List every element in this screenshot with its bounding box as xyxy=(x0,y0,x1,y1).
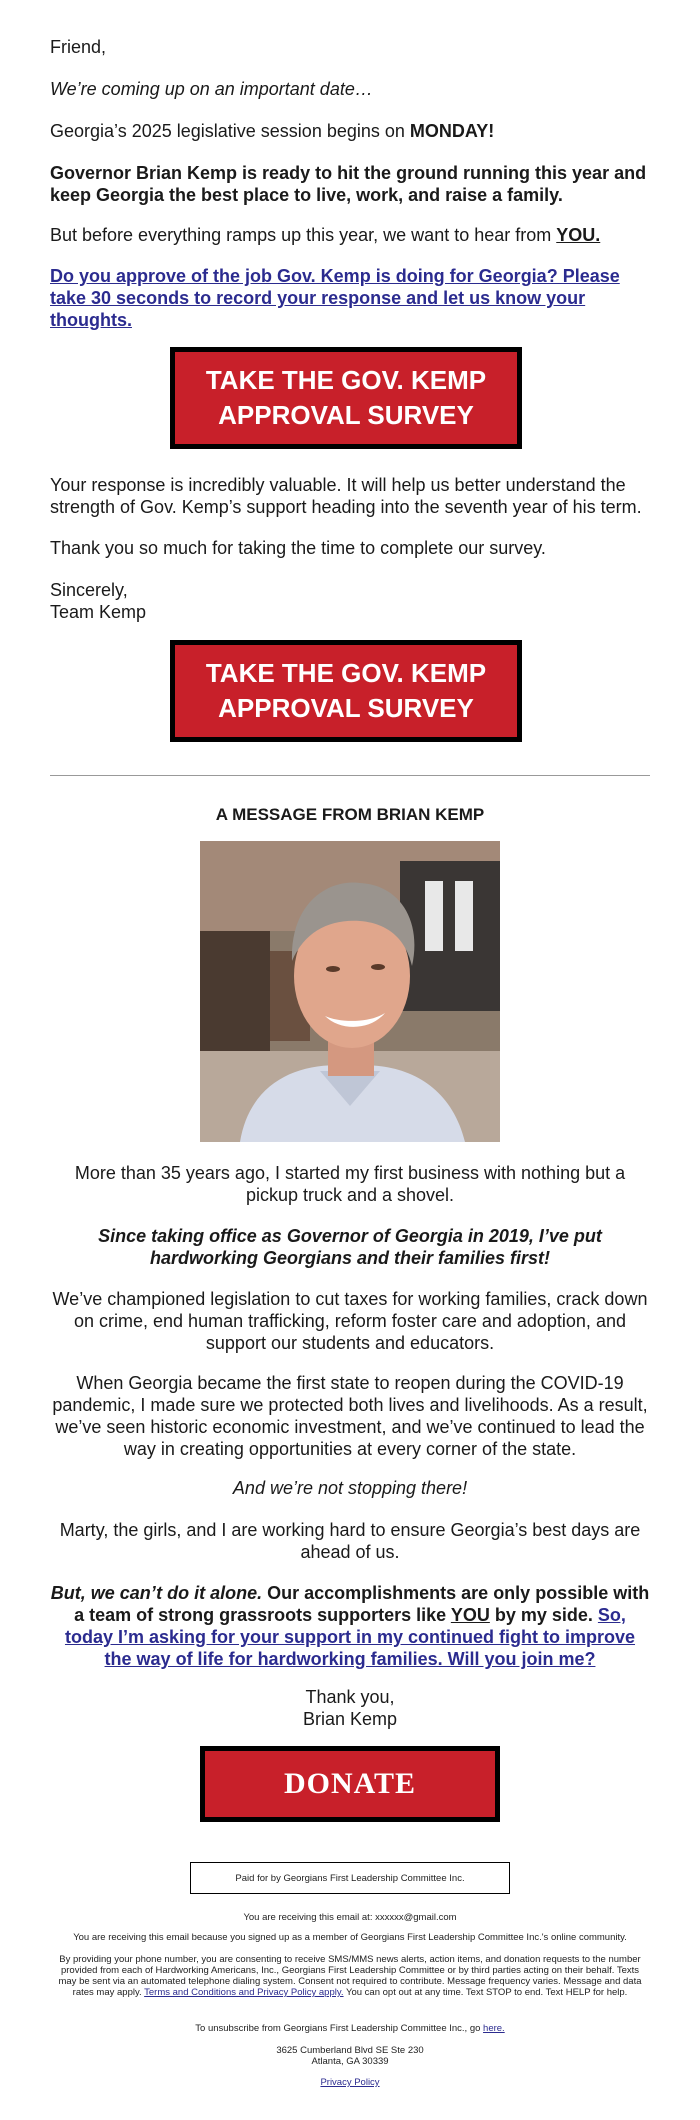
portrait-illustration xyxy=(200,841,500,1142)
paid-for-box xyxy=(190,1862,510,1894)
address-line2: Atlanta, GA 30339 xyxy=(311,2056,389,2067)
intro-line: We’re coming up on an important date… xyxy=(50,79,373,99)
sincerely: Sincerely, xyxy=(50,580,128,600)
address-line1: 3625 Cumberland Blvd SE Ste 230 xyxy=(276,2045,424,2056)
message-p7-you: YOU xyxy=(450,1605,490,1625)
session-line xyxy=(50,120,650,142)
survey-button-2[interactable] xyxy=(170,640,522,742)
survey-button-label xyxy=(206,363,486,433)
paid-for-text: Paid for by Georgians First Leadership Committee Inc. xyxy=(235,1872,465,1884)
message-p7-body: Our accomplishments are only possible with a team of strong grassroots supporters like xyxy=(74,1583,650,1625)
signed-up-notice: You are receiving this email because you signed up as a member of Georgians First Leadership Committee Inc.'s online community. xyxy=(73,1932,627,1943)
kemp-ready: Governor Brian Kemp is ready to hit the ground running this year and keep Georgia the best place to live, work, and raise a family. xyxy=(50,163,647,205)
message-p3: We’ve championed legislation to cut taxes for working families, crack down on crime, end human trafficking, reform foster care and adoption, and support our students and educators. xyxy=(52,1289,648,1353)
session-day: MONDAY! xyxy=(409,121,495,141)
message-p4: When Georgia became the first state to reopen during the COVID-19 pandemic, I made sure we protected both lives and livelihoods. As a result, we’ve seen historic economic investment, and we’ve continued to lead the way in creating opportunities at every corner of the state. xyxy=(52,1373,648,1459)
hear-you: YOU. xyxy=(556,225,601,245)
message-p1: More than 35 years ago, I started my first business with nothing but a pickup truck and a shovel. xyxy=(74,1163,626,1205)
unsubscribe xyxy=(55,2023,645,2034)
survey-button-line2: APPROVAL SURVEY xyxy=(218,400,474,430)
survey-button-2-label xyxy=(206,656,486,726)
unsubscribe-text: To unsubscribe from Georgians First Leadership Committee Inc., go xyxy=(195,2023,484,2034)
donate-button[interactable] xyxy=(200,1746,500,1822)
hear-from-you xyxy=(50,224,650,246)
message-p6: Marty, the girls, and I are working hard to ensure Georgia’s best days are ahead of us. xyxy=(59,1520,641,1562)
session-text: Georgia’s 2025 legislative session begins on xyxy=(50,121,410,141)
survey-button[interactable] xyxy=(170,347,522,449)
donate-label: DONATE xyxy=(283,1767,417,1800)
privacy-link[interactable]: Privacy Policy xyxy=(320,2077,380,2088)
message-p7-side: by my side. xyxy=(489,1605,598,1625)
hear-text: But before everything ramps up this year, we want to hear from xyxy=(50,225,557,245)
terms-link[interactable]: Terms and Conditions and Privacy Policy apply. xyxy=(144,1987,344,1998)
survey-button-2-line1: TAKE THE GOV. KEMP xyxy=(205,658,487,688)
survey-button-2-line2: APPROVAL SURVEY xyxy=(218,693,474,723)
privacy-paragraph xyxy=(55,2077,645,2088)
response-valuable: Your response is incredibly valuable. It will help us better understand the strength of Gov. Kemp’s support heading into the seventh year of his term. xyxy=(50,475,642,517)
sms-consent-text: By providing your phone number, you are consenting to receive SMS/MMS news alerts, action items, and donation requests to the number provided from each of Hardworking Americans, Inc., Georgians First Leadership Committee or by third parties acting on their behalf. Texts may be sent via an automated telephone dialing system. Consent not required to contribute. Message frequency varies. Message and data rates may apply. xyxy=(58,1954,642,1998)
greeting: Friend, xyxy=(50,37,107,57)
join-me-link[interactable]: So, today I’m asking for your support in my continued fight to improve the way of life for hardworking families. Will you join me? xyxy=(64,1605,636,1669)
survey-button-line1: TAKE THE GOV. KEMP xyxy=(205,365,487,395)
survey-paragraph xyxy=(50,265,650,331)
message-p7-lead: But, we can’t do it alone. xyxy=(50,1583,263,1603)
survey-link[interactable]: Do you approve of the job Gov. Kemp is doing for Georgia? Please take 30 seconds to record your response and let us know your thoughts. xyxy=(50,266,620,330)
brian-kemp-photo xyxy=(200,841,500,1142)
sms-consent xyxy=(55,1954,645,1998)
message-p7 xyxy=(50,1582,650,1670)
message-p2: Since taking office as Governor of Georgia in 2019, I’ve put hardworking Georgians and their families first! xyxy=(98,1226,602,1268)
unsubscribe-link[interactable]: here. xyxy=(483,2023,505,2034)
divider xyxy=(50,775,650,776)
team-signature: Team Kemp xyxy=(50,602,147,622)
message-p5: And we’re not stopping there! xyxy=(232,1478,468,1498)
message-heading: A MESSAGE FROM BRIAN KEMP xyxy=(215,805,485,824)
thank-you: Thank you, xyxy=(305,1687,395,1707)
thank-you-survey: Thank you so much for taking the time to complete our survey. xyxy=(50,538,546,558)
kemp-signature: Brian Kemp xyxy=(302,1709,398,1729)
receiving-email: You are receiving this email at: xxxxxx@gmail.com xyxy=(243,1912,457,1923)
sms-consent-optout: You can opt out at any time. Text STOP to end. Text HELP for help. xyxy=(343,1987,628,1998)
